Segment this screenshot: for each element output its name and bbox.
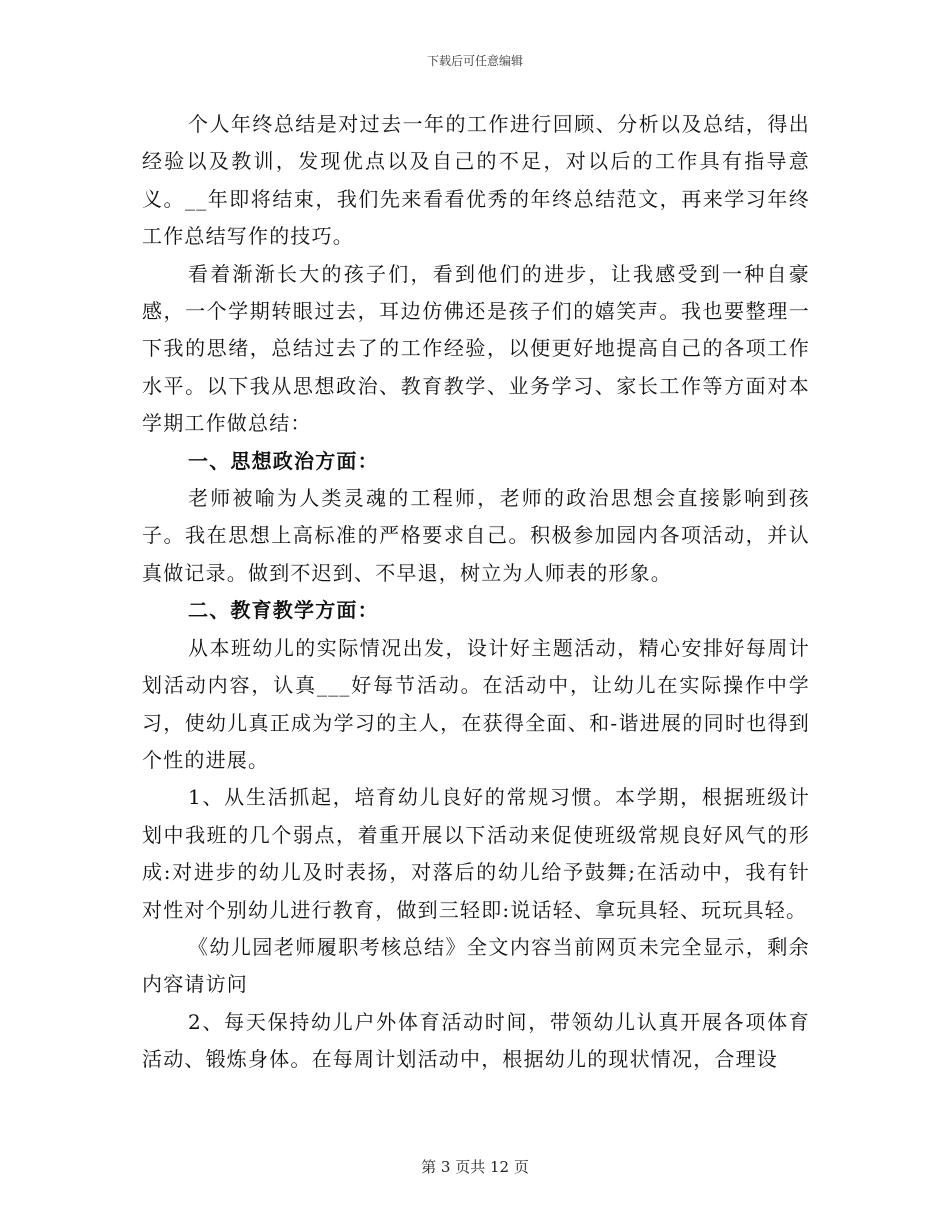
document-body — [142, 106, 810, 1079]
paragraph: 1、从生活抓起，培育幼儿良好的常规习惯。本学期，根据班级计划中我班的几个弱点，着重开展以下活动来促使班级常规良好风气的形成:对进步的幼儿及时表扬，对落后的幼儿给予鼓舞;在活动中，我有针对性对个别幼儿进行教育，做到三轻即:说话轻、拿玩具轻、玩玩具轻。 — [142, 785, 810, 922]
paragraph: 老师被喻为人类灵魂的工程师，老师的政治思想会直接影响到孩子。我在思想上高标准的严格要求自己。积极参加园内各项活动，并认真做记录。做到不迟到、不早退，树立为人师表的形象。 — [142, 486, 810, 585]
paragraph: 从本班幼儿的实际情况出发，设计好主题活动，精心安排好每周计划活动内容，认真___好每节活动。在活动中，让幼儿在实际操作中学习，使幼儿真正成为学习的主人，在获得全面、和-谐进展的同时也得到个性的进展。 — [142, 635, 810, 772]
page-number: 第 3 页共 12 页 — [421, 1158, 529, 1176]
header-note: 下载后可任意编辑 — [426, 54, 523, 68]
paragraph-notice: 《幼儿园老师履职考核总结》全文内容当前网页未完全显示，剩余内容请访问 — [142, 934, 810, 997]
paragraph: 看着渐渐长大的孩子们，看到他们的进步，让我感受到一种自豪感，一个学期转眼过去，耳边仿佛还是孩子们的嬉笑声。我也要整理一下我的思绪，总结过去了的工作经验，以便更好地提高自己的各项工作水平。以下我从思想政治、教育教学、业务学习、家长工作等方面对本学期工作做总结： — [142, 261, 810, 436]
section-heading: 二、教育教学方面： — [188, 598, 379, 623]
paragraph: 个人年终总结是对过去一年的工作进行回顾、分析以及总结，得出经验以及教训，发现优点以及自己的不足，对以后的工作具有指导意义。__年即将结束，我们先来看看优秀的年终总结范文，再来学习年终工作总结写作的技巧。 — [142, 112, 810, 249]
paragraph: 2、每天保持幼儿户外体育活动时间，带领幼儿认真开展各项体育活动、锻炼身体。在每周计划活动中，根据幼儿的现状情况，合理设 — [142, 1009, 810, 1072]
section-heading: 一、思想政治方面： — [188, 448, 379, 473]
